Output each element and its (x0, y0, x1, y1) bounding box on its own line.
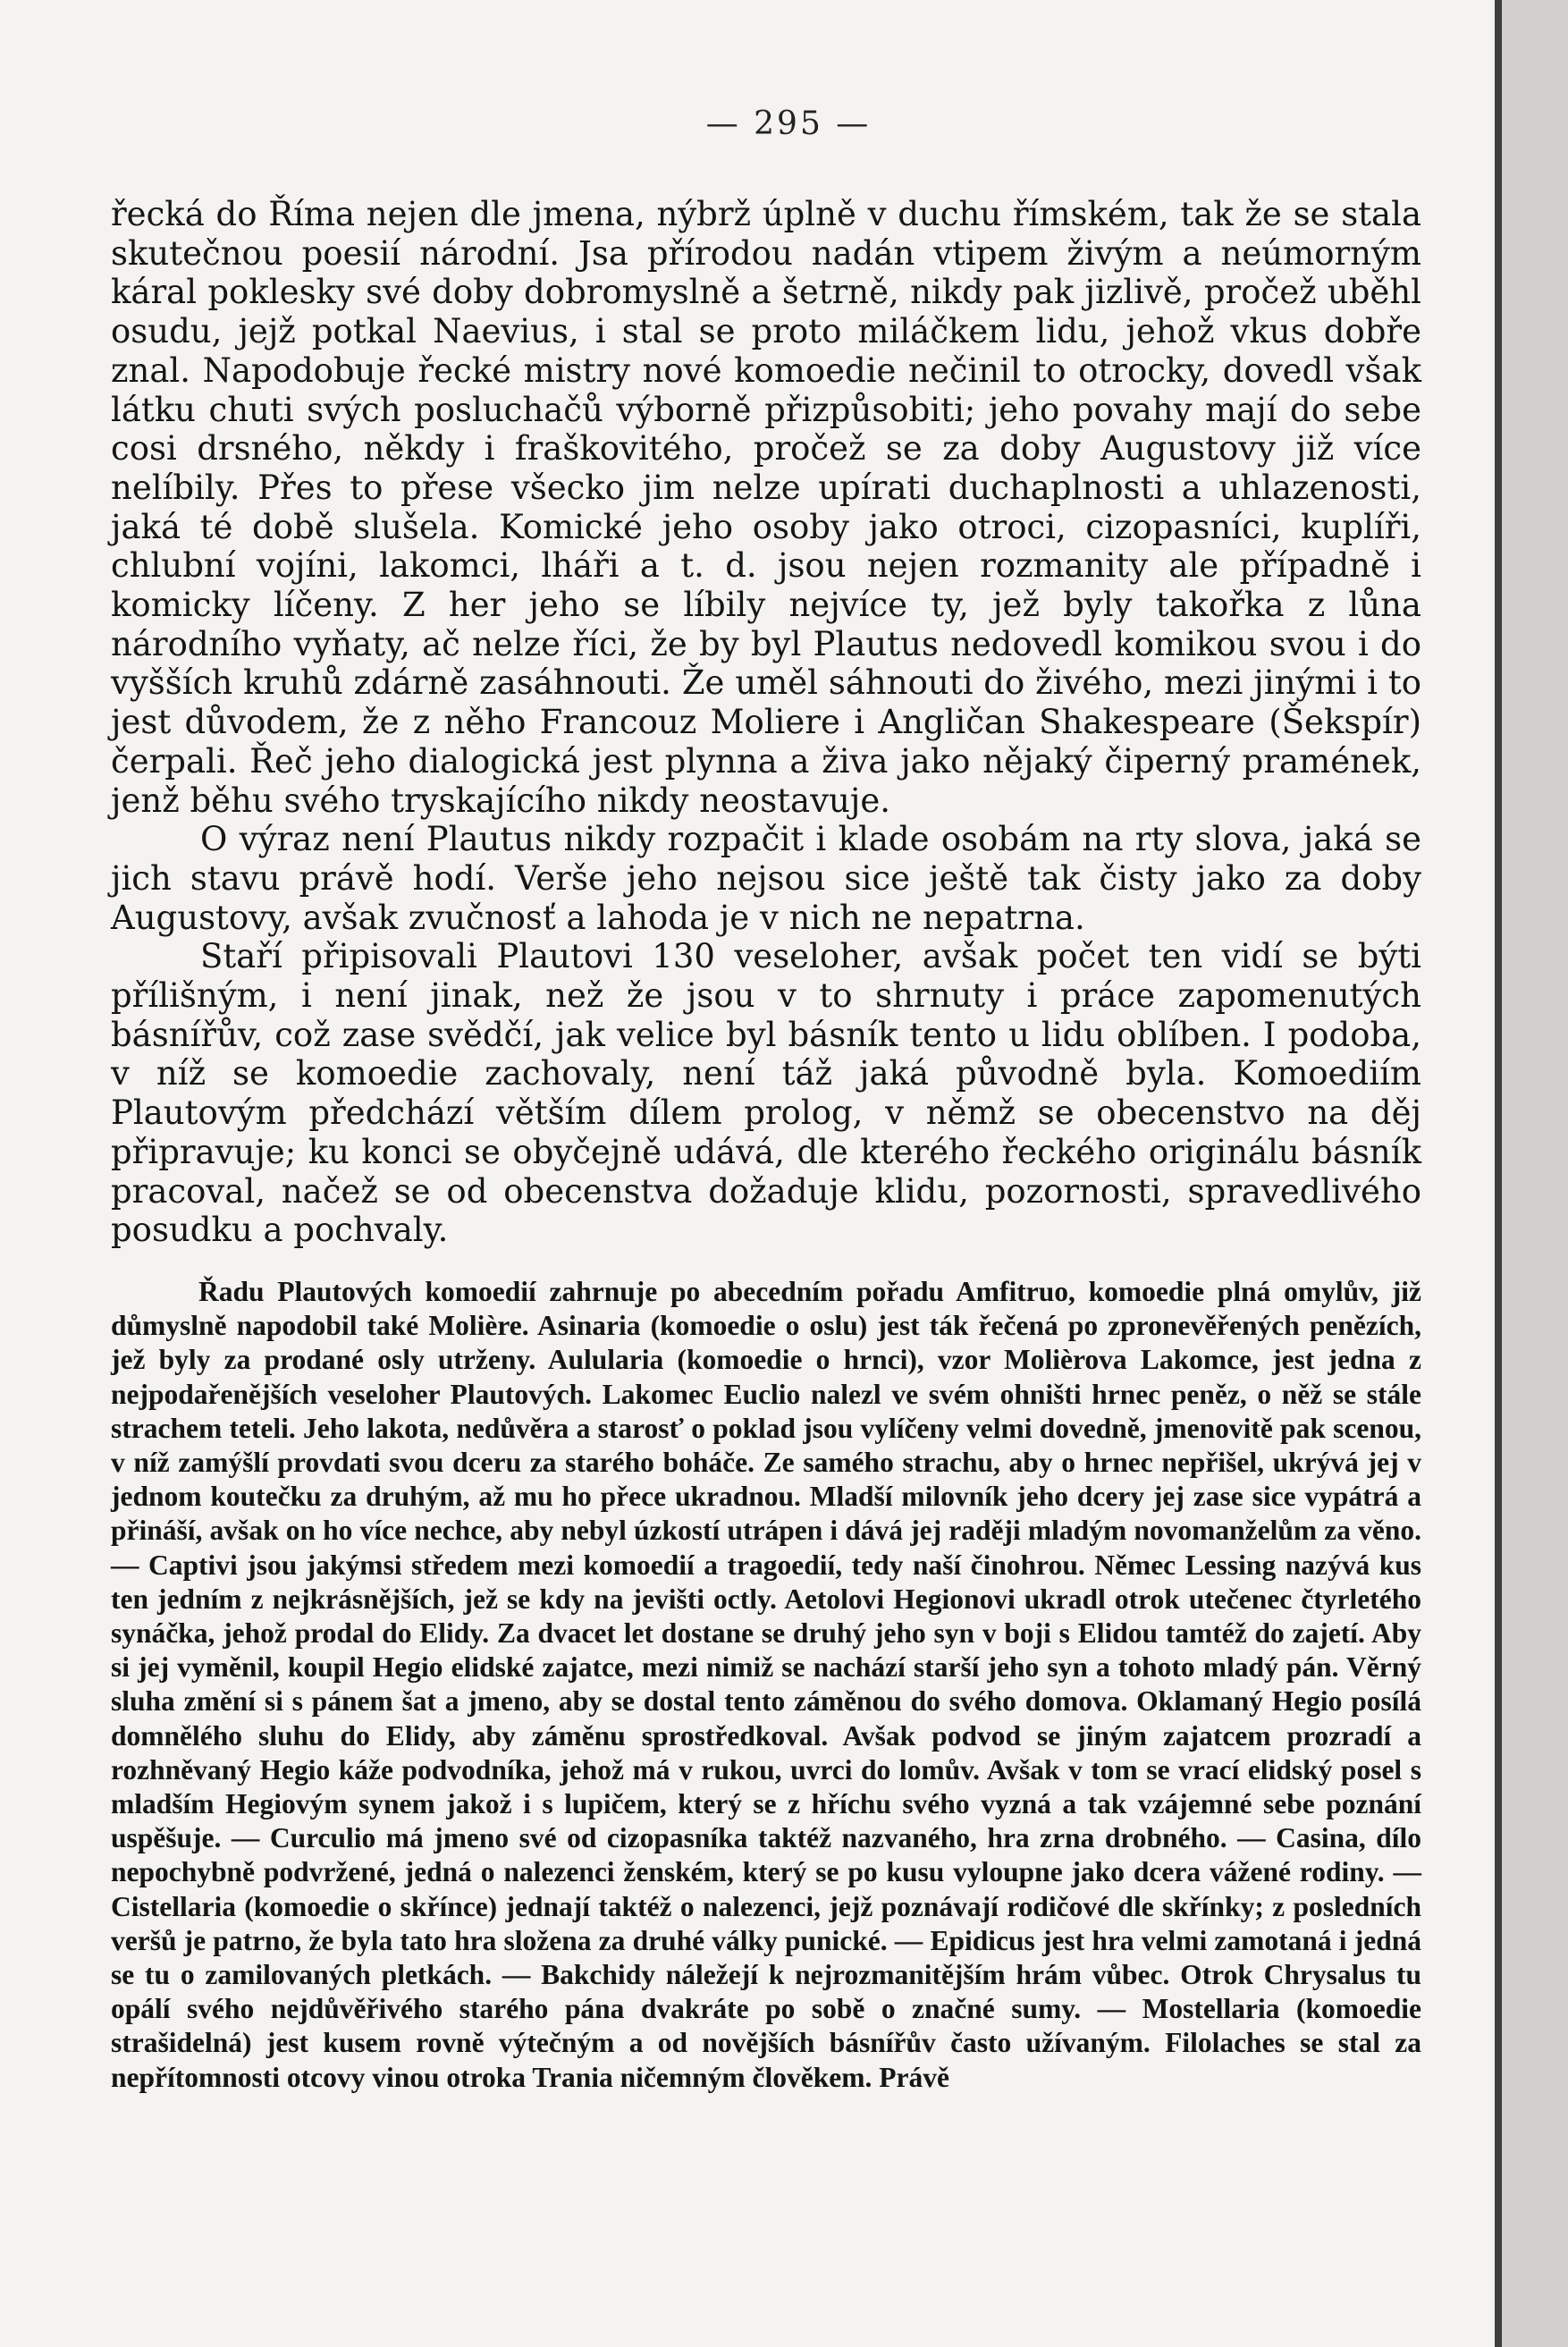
footnote-text: Řadu Plautových komoedií zahrnuje po abecedním pořadu Amfitruo, komoedie plná omylův, již důmyslně napodobil také Molière. Asinaria (komoedie o oslu) jest ták řečená po zpronevěřených penězích, jež byly za prodané osly utrženy. Aulularia (komoedie o hrnci), vzor Molièrova Lakomce, jest jedna z nejpodařenějších veseloher Plautových. Lakomec Euclio nalezl ve svém ohništi hrnec peněz, o něž se stále strachem teteli. Jeho lakota, nedůvěra a starosť o poklad jsou vylíčeny velmi dovedně, jmenovitě pak scenou, v níž zamýšlí provdati svou dceru za starého boháče. Ze samého strachu, aby o hrnec nepřišel, ukrývá jej v jednom koutečku za druhým, až mu ho přece ukradnou. Mladší milovník jeho dcery jej zase sice vypátrá a přináší, avšak on ho více nechce, aby nebyl úzkostí utrápen i dává jej raději mladým novomanželům za věno. — Captivi jsou jakýmsi středem mezi komoedií a tragoedií, tedy naší činohrou. Němec Lessing nazývá kus ten jedním z nejkrásnějších, jež se kdy na jevišti octly. Aetolovi Hegionovi ukradl otrok utečenec čtyrletého synáčka, jehož prodal do Elidy. Za dvacet let dostane se druhý jeho syn v boji s Elidou tamtéž do zajetí. Aby si jej vyměnil, koupil Hegio elidské zajatce, mezi nimiž se nachází starší jeho syn a tohoto mladý pán. Věrný sluha změní si s pánem šat a jmeno, aby se dostal tento záměnou do svého domova. Oklamaný Hegio posílá domnělého sluhu do Elidy, aby záměnu sprostředkoval. Avšak podvod se jiným zajatcem prozradí a rozhněvaný Hegio káže podvodníka, jehož má v rukou, uvrci do lomův. Avšak v tom se vrací elidský posel s mladším Hegiovým synem jakož i s lupičem, který se z hříchu svého vyzná a tak vzájemné sebe poznání uspěšuje. — Curculio má jmeno své od cizopasníka taktéž nazvaného, hra zrna drobného. — Casina, dílo nepochybně podvržené, jedná o nalezenci ženském, který se po kusu vyloupne jako dcera vážené rodiny. — Cistellaria (komoedie o skřínce) jednají taktéž o nalezenci, jejž poznávají rodičové dle skřínky; z posledních veršů je patrno, že byla tato hra složena za druhé války punické. — Epidicus jest hra velmi zamotaná i jedná se tu o zamilovaných pletkách. — Bakchidy náležejí k nejrozmanitějším hrám vůbec. Otrok Chrysalus tu opálí svého nejdůvěřivého starého pána dvakráte po sobě o značné sumy. — Mostellaria (komoedie strašidelná) jest kusem rovně výtečným a od novějších básnířův často užívaným. Filolaches se stal za nepřítomnosti otcovy vinou otroka Trania ničemným člověkem. Právě (111, 1275, 1421, 2093)
paragraph-3: Staří připisovali Plautovi 130 veseloher, avšak počet ten vidí se býti přílišným, i není jinak, než že jsou v to shrnuty i práce zapomenutých básnířův, což zase svědčí, jak velice byl básník tento u lidu oblíben. I podoba, v níž se komoedie zachovaly, není táž jaká původně byla. Komoediím Plautovým předchází větším dílem prolog, v němž se obecenstvo na děj připravuje; ku konci se obyčejně udává, dle kterého řeckého originálu básník pracoval, načež se od obecenstva dožaduje klidu, pozornosti, spravedlivého posudku a pochvaly. (111, 937, 1421, 1250)
paragraph-2: O výraz není Plautus nikdy rozpačit i klade osobám na rty slova, jaká se jich stavu právě hodí. Verše jeho nejsou sice ještě tak čisty jako za doby Augustovy, avšak zvučnosť a lahoda je v nich ne nepatrna. (111, 820, 1421, 937)
page-content (111, 195, 1421, 2095)
scan-edge (1502, 0, 1568, 2347)
footnote-block (111, 1275, 1421, 2095)
page-number: — 295 — (705, 106, 872, 142)
body-text (111, 195, 1421, 1250)
paragraph-1: řecká do Říma nejen dle jmena, nýbrž úplně v duchu římském, tak že se stala skutečnou poesií národní. Jsa přírodou nadán vtipem živým a neúmorným káral poklesky své doby dobromyslně a šetrně, nikdy pak jizlivě, pročež uběhl osudu, jejž potkal Naevius, i stal se proto miláčkem lidu, jehož vkus dobře znal. Napodobuje řecké mistry nové komoedie nečinil to otrocky, dovedl však látku chuti svých posluchačů výborně přizpůsobiti; jeho povahy mají do sebe cosi drsného, někdy i fraškovitého, pročež se za doby Augustovy již více nelíbily. Přes to přese všecko jim nelze upírati duchaplnosti a uhlazenosti, jaká té době slušela. Komické jeho osoby jako otroci, cizopasníci, kuplíři, chlubní vojíni, lakomci, lháři a t. d. jsou nejen rozmanity ale případně i komicky líčeny. Z her jeho se líbily nejvíce ty, jež byly takořka z lůna národního vyňaty, ač nelze říci, že by byl Plautus nedovedl komikou svou i do vyšších kruhů zdárně zasáhnouti. Že uměl sáhnouti do živého, mezi jinými i to jest důvodem, že z něho Francouz Moliere i Angličan Shakespeare (Šekspír) čerpali. Řeč jeho dialogická jest plynna a živa jako nějaký čiperný pramének, jenž běhu svého tryskajícího nikdy neostavuje. (111, 195, 1421, 820)
